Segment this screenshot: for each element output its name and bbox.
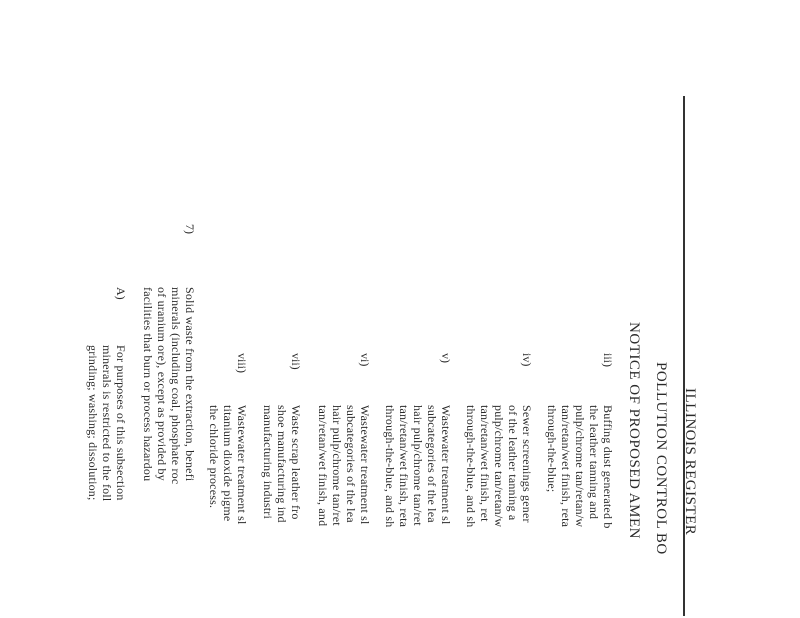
item-vii-line-2: shoe manufacturing ind [275, 405, 289, 523]
item-7-line-1: Solid waste from the extraction, benefi [183, 287, 197, 482]
item-viii-line-2: titanium dioxide pigme [221, 405, 235, 522]
item-v-line-3: hair pulp/chrome tan/ret [411, 405, 425, 526]
item-7-line-2: minerals (including coal, phosphate roc [169, 287, 183, 485]
item-label-v: v) [439, 353, 453, 363]
item-A-line-2: minerals is restricted to the foll [100, 345, 114, 502]
top-rule-line [683, 96, 685, 616]
item-iii-line-5: through-the-blue; [545, 405, 559, 493]
item-viii-line-3: the chloride process. [207, 405, 221, 509]
item-label-A: A) [114, 287, 128, 300]
item-A-line-1: For purposes of this subsection [114, 345, 128, 501]
item-label-vi: vi) [358, 353, 372, 367]
item-v-line-4: tan/retan/wet finish, reta [397, 405, 411, 528]
notice-heading: NOTICE OF PROPOSED AMEN [626, 322, 642, 539]
item-iv-line-5: through-the-blue, and sh [464, 405, 478, 528]
item-label-vii: vii) [289, 353, 303, 370]
item-vii-line-3: manufacturing industri [261, 405, 275, 520]
item-iv-line-4: tan/retan/wet finish, ret [478, 405, 492, 522]
board-heading: POLLUTION CONTROL BO [653, 362, 669, 555]
item-iii-line-1: Buffing dust generated b [601, 405, 615, 529]
item-A-line-3: grinding; washing; dissolution; [86, 345, 100, 501]
item-label-viii: viii) [235, 353, 249, 373]
item-iii-line-2: the leather tanning and [587, 405, 601, 520]
item-label-iii: iii) [601, 353, 615, 367]
item-vi-line-3: hair pulp/chrome tan/ret [330, 405, 344, 526]
item-label-7: 7) [183, 224, 197, 234]
item-7-line-3: of uranium ore), except as provided by [155, 287, 169, 481]
item-iii-line-4: tan/retan/wet finish, reta [559, 405, 573, 528]
item-iv-line-3: pulp/chrome tan/retan/w [492, 405, 506, 528]
item-vi-line-4: tan/retan/wet finish, and [316, 405, 330, 527]
item-iv-line-2: of the leather tanning a [506, 405, 520, 521]
item-vi-line-2: subcategories of the lea [344, 405, 358, 523]
item-vi-line-1: Wastewater treatment sl [358, 405, 372, 525]
item-iv-line-1: Sewer screenings gener [520, 405, 534, 523]
item-label-iv: iv) [520, 353, 534, 367]
item-v-line-2: subcategories of the lea [425, 405, 439, 523]
item-v-line-5: through-the-blue, and sh [383, 405, 397, 528]
item-vii-line-1: Waste scrap leather fro [289, 405, 303, 520]
item-v-line-1: Wastewater treatment sl [439, 405, 453, 525]
item-viii-line-1: Wastewater treatment sl [235, 405, 249, 525]
item-iii-line-3: pulp/chrome tan/retan/w [573, 405, 587, 528]
item-7-line-4: facilities that burn or process hazardou [141, 287, 155, 482]
register-heading: ILLINOIS REGISTER [682, 388, 698, 536]
